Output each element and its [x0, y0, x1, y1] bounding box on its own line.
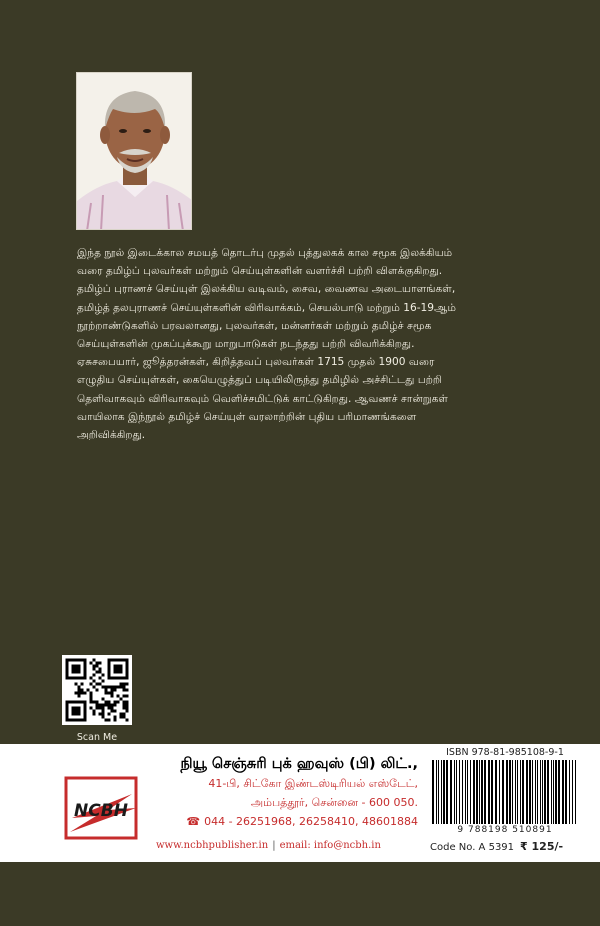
barcode-digits: 9 788198 510891 — [457, 825, 553, 835]
publisher-footer — [0, 744, 600, 862]
barcode-bars — [430, 760, 580, 824]
author-photo — [76, 72, 192, 230]
blurb-line: இந்த நூல் இடைக்கால சமயத் தொடர்பு முதல் புத்துலகக் கால சமூக இலக்கியம் — [77, 247, 453, 259]
publisher-phone — [158, 812, 418, 831]
publisher-name: நியூ செஞ்சுரி புக் ஹவுஸ் (பி) லிட்., — [180, 756, 418, 772]
blurb-line: வாயிலாக இந்நூல் தமிழ்ச் செய்யுள் வரலாற்றின் புதிய பரிமாணங்களை — [77, 410, 417, 423]
blurb-line: தெளிவாகவும் விரிவாகவும் வெளிச்சமிட்டுக் காட்டுகிறது. ஆவணச் சான்றுகள் — [77, 392, 448, 405]
back-cover-blurb — [77, 244, 537, 444]
telephone-icon: ☎ — [186, 815, 201, 828]
blurb-line: எழுதிய செய்யுள்கள், கையெழுத்துப் படியிலிருந்து தமிழில் அச்சிட்டது பற்றி — [77, 374, 443, 387]
blurb-line: தமிழ்த் தலபுராணச் செய்யுள்களின் விரிவாக்கம், செயல்பாடு மற்றும் 16-19ஆம் — [77, 301, 456, 314]
blurb-line: செய்யுள்களின் முகப்புக்கூறு மாறுபாடுகள் நடந்தது பற்றி விவரிக்கிறது. — [77, 338, 415, 351]
publisher-address-line-2: அம்பத்தூர், சென்னை - 600 050. — [250, 796, 418, 809]
blurb-line: அறிவிக்கிறது. — [77, 429, 146, 442]
code-number: Code No. A 5391 — [430, 842, 515, 853]
logo-text: NCBH — [74, 801, 128, 821]
code-and-price — [430, 840, 590, 853]
qr-code[interactable] — [62, 655, 132, 725]
price: ₹ 125/- — [520, 840, 564, 853]
isbn-label: ISBN 978-81-985108-9-1 — [446, 747, 564, 758]
blurb-line: நூற்றாண்டுகளில் பரவலானது, புலவர்கள், மன்னர்கள் மற்றும் தமிழ்ச் சமூக — [77, 319, 432, 332]
publisher-email-link[interactable]: email: info@ncbh.in — [279, 840, 381, 851]
publisher-phone-numbers: 044 - 26251968, 26258410, 48601884 — [204, 815, 418, 828]
blurb-line: தமிழ்ப் புராணச் செய்யுள் இலக்கிய வடிவம், சைவ, வைணவ அடையாளங்கள், — [77, 283, 456, 296]
contact-separator: | — [272, 840, 276, 851]
isbn-barcode — [430, 760, 580, 824]
qr-caption: Scan Me — [76, 732, 118, 743]
author-portrait-illustration — [77, 73, 192, 230]
ncbh-logo-mark — [62, 774, 140, 842]
qr-code-pattern — [62, 655, 132, 725]
blurb-line: ஏசுசபையார், ஜூத்தரன்கள், கிறித்தவப் புலவர்கள் 1715 முதல் 1900 வரை — [77, 356, 435, 369]
publisher-website-link[interactable]: www.ncbhpublisher.in — [156, 840, 269, 851]
publisher-web-contact — [156, 840, 381, 851]
blurb-line: வரை தமிழ்ப் புலவர்கள் மற்றும் செய்யுள்களின் வளர்ச்சி பற்றி விளக்குகிறது. — [77, 265, 443, 278]
publisher-address-line-1: 41-பி, சிட்கோ இண்டஸ்டிரியல் எஸ்டேட், — [208, 777, 418, 790]
ncbh-logo — [62, 774, 140, 842]
publisher-info — [158, 754, 418, 831]
